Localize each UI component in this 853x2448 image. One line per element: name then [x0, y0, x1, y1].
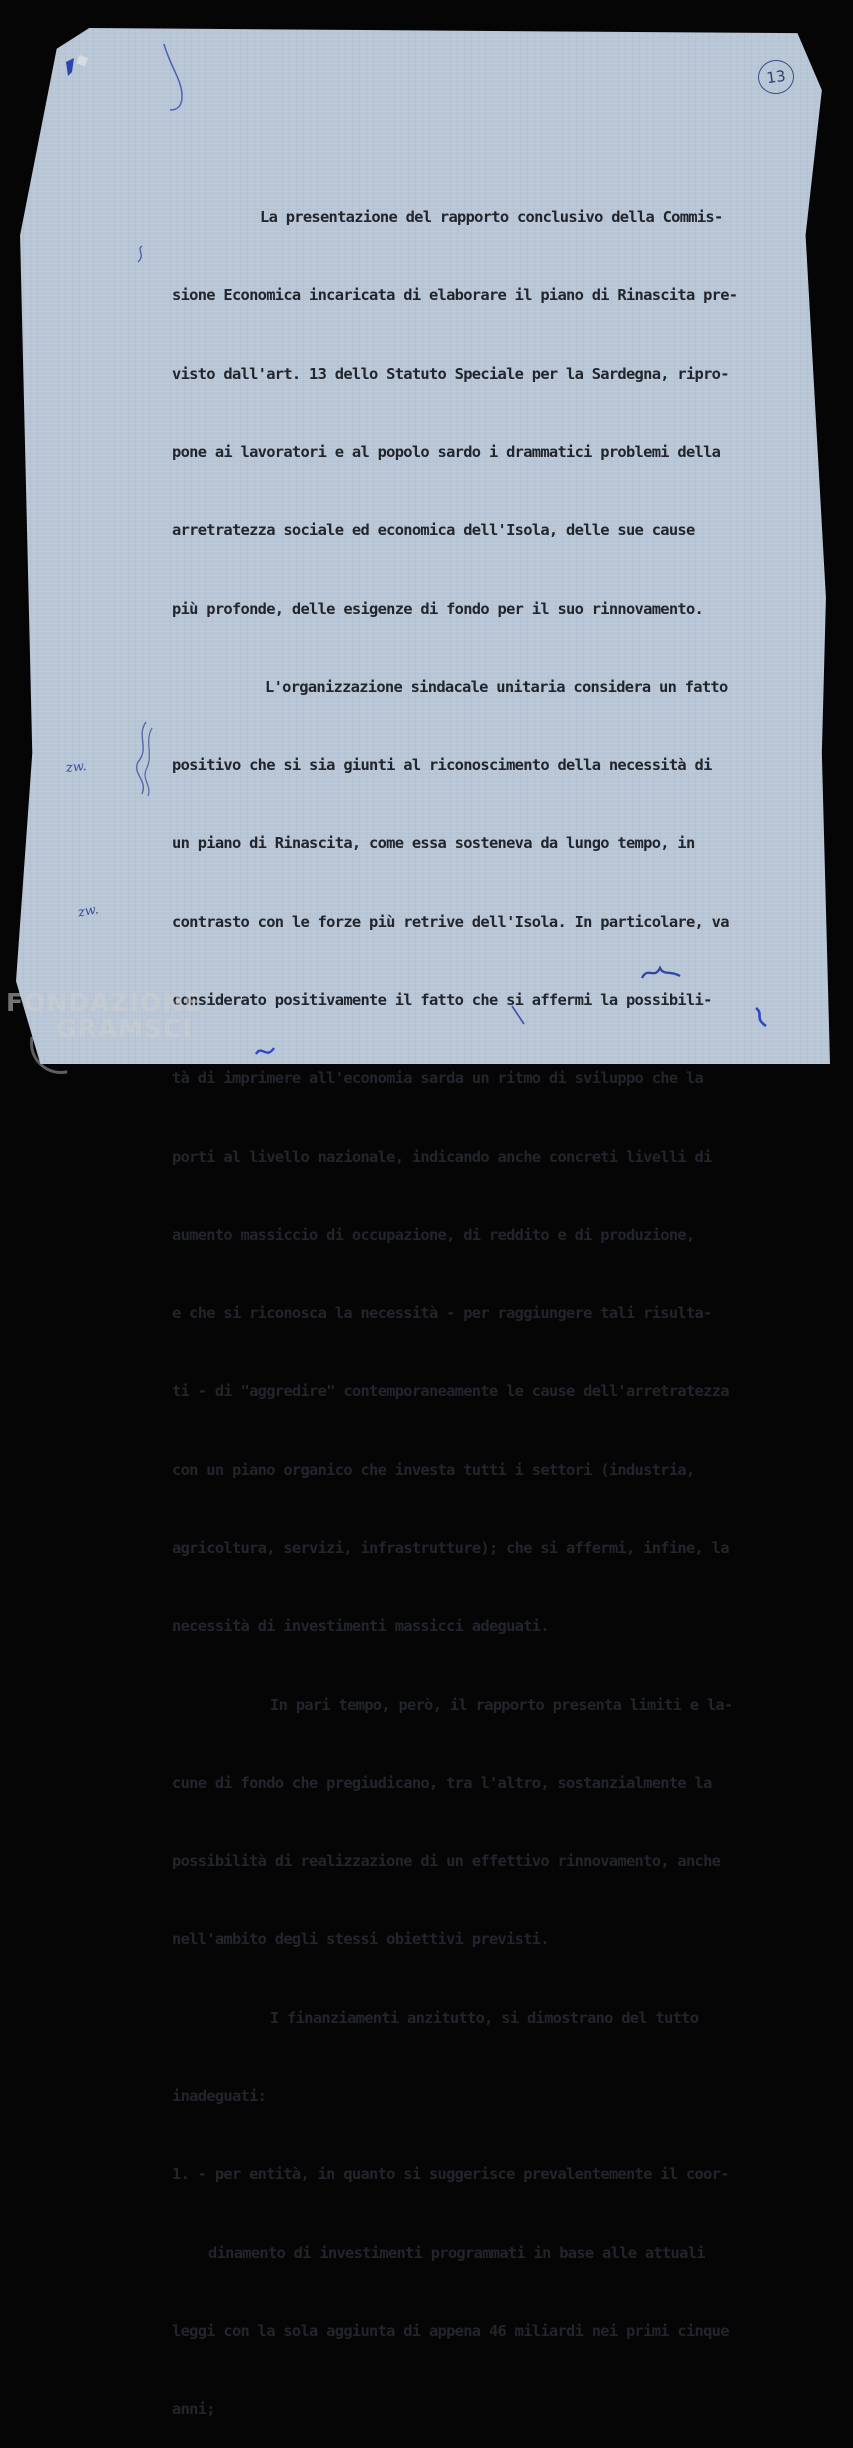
archive-watermark	[6, 990, 202, 1042]
text-line: agricoltura, servizi, infrastrutture); che si affermi, infine, la	[172, 1538, 729, 1557]
margin-note: zw.	[65, 758, 88, 777]
margin-tick-mark	[134, 244, 148, 264]
text-line: porti al livello nazionale, indicando anche concreti livelli di	[172, 1147, 712, 1166]
text-line: e che si riconosca la necessità - per raggiungere tali risulta-	[172, 1304, 712, 1323]
ink-scribble-mark	[750, 1004, 772, 1030]
margin-note: zw.	[76, 902, 100, 921]
text-line: contrasto con le forze più retrive dell'Isola. In particolare, va	[172, 912, 729, 931]
text-line: anni;	[172, 2400, 215, 2419]
text-line: aumento massiccio di occupazione, di reddito e di produzione,	[172, 1225, 695, 1244]
text-line: nell'ambito degli stessi obiettivi previsti.	[172, 1930, 549, 1949]
text-line: L'organizzazione sindacale unitaria considera un fatto	[265, 677, 728, 696]
watermark-line-2: GRAMSCI	[56, 1014, 193, 1043]
text-line: tà di imprimere all'economia sarda un ritmo di sviluppo che la	[172, 1069, 704, 1088]
text-line: possibilità di realizzazione di un effettivo rinnovamento, anche	[172, 1852, 721, 1871]
text-line: cune di fondo che pregiudicano, tra l'altro, sostanzialmente la	[172, 1773, 712, 1792]
text-line: sione Economica incaricata di elaborare il piano di Rinascita pre-	[172, 286, 738, 305]
text-line: dinamento di investimenti programmati in base alle attuali	[208, 2243, 705, 2262]
text-line: I finanziamenti anzitutto, si dimostrano del tutto	[270, 2008, 699, 2027]
ink-tick-mark	[508, 1002, 528, 1028]
text-line: inadeguati:	[172, 2086, 267, 2105]
text-line: positivo che si sia giunti al riconoscimento della necessità di	[172, 756, 712, 775]
text-line: ti - di "aggredire" contemporaneamente le cause dell'arretratezza	[172, 1382, 729, 1401]
ink-scribble-mark	[638, 960, 684, 984]
ink-scribble-mark	[252, 1040, 278, 1062]
text-line: con un piano organico che investa tutti i settori (industria,	[172, 1460, 695, 1479]
text-line: più profonde, delle esigenze di fondo per il suo rinnovamento.	[172, 599, 704, 618]
watermark-line-1: FONDAZIONE	[6, 988, 203, 1017]
text-line: necessità di investimenti massicci adeguati.	[172, 1617, 549, 1636]
corner-pencil-stroke	[160, 40, 194, 112]
corner-ink-stain	[62, 52, 92, 82]
typed-text-body	[172, 152, 812, 2448]
text-line: visto dall'art. 13 dello Statuto Speciale per la Sardegna, ripro-	[172, 364, 729, 383]
text-line: considerato positivamente il fatto che si affermi la possibili-	[172, 991, 712, 1009]
text-line: un piano di Rinascita, come essa sosteneva da lungo tempo, in	[172, 834, 695, 853]
text-line: arretratezza sociale ed economica dell'Isola, delle sue cause	[172, 521, 695, 540]
page-number: 13	[756, 58, 796, 97]
text-line: leggi con la sola aggiunta di appena 46 miliardi nei primi cinque	[172, 2321, 729, 2340]
margin-bracket-mark	[128, 718, 158, 798]
text-line: pone ai lavoratori e al popolo sardo i drammatici problemi della	[172, 443, 721, 462]
text-line: La presentazione del rapporto conclusivo della Commis-	[260, 208, 723, 227]
text-line: 1. - per entità, in quanto si suggerisce prevalentemente il coor-	[172, 2165, 729, 2184]
text-line: In pari tempo, però, il rapporto presenta limiti e la-	[270, 1695, 733, 1714]
